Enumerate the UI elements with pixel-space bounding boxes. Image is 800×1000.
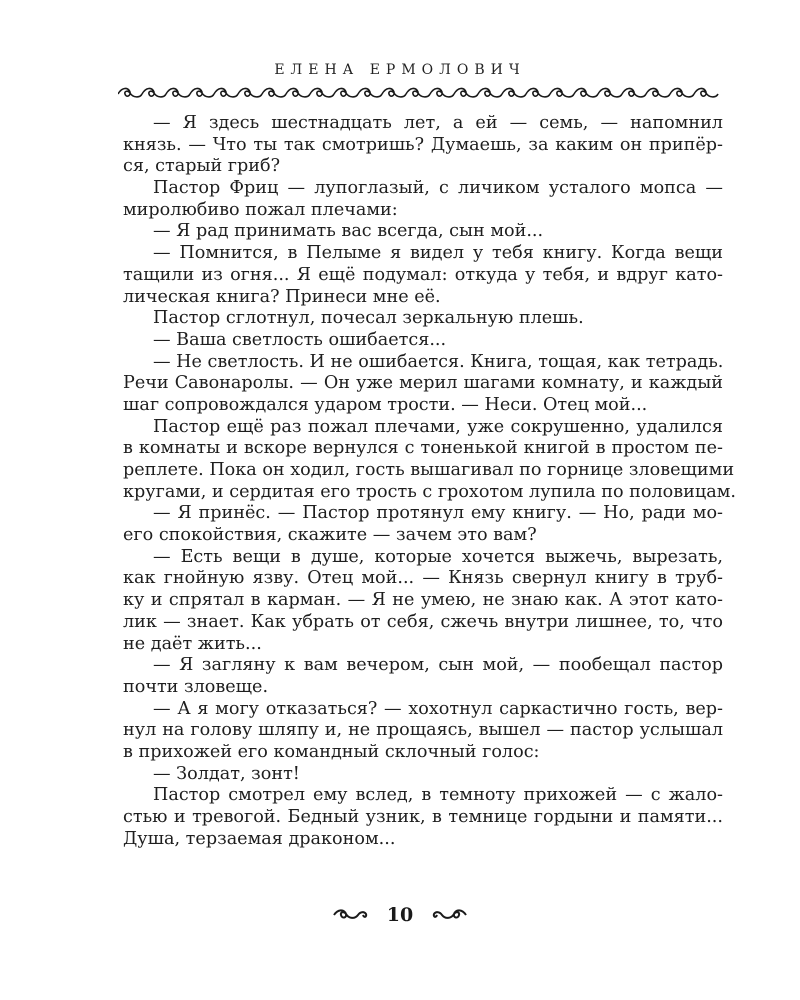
paragraph-first-line: — Ваша светлость ошибается... bbox=[153, 329, 447, 350]
paragraph-line: нул на голову шляпу и, не прощаясь, вышел — пастор услышал bbox=[123, 720, 723, 741]
ornament-scrolls bbox=[118, 88, 718, 96]
paragraph-first-line: — Есть вещи в душе, которые хочется выжечь, вырезать, bbox=[153, 546, 723, 567]
paragraph-line: кругами, и сердитая его трость с грохотом лупила по половицам. bbox=[123, 481, 736, 502]
paragraph-first-line: — Не светлость. И не ошибается. Книга, тощая, как тетрадь. bbox=[153, 351, 724, 372]
paragraph-line: в комнаты и вскоре вернулся с тоненькой книгой в простом пе- bbox=[123, 438, 723, 459]
paragraph-first-line: — Я рад принимать вас всегда, сын мой... bbox=[153, 221, 544, 242]
paragraph-first-line: — А я могу отказаться? — хохотнул саркастично гость, вер- bbox=[153, 698, 723, 719]
page-folio bbox=[0, 903, 800, 926]
paragraph-line: реплете. Пока он ходил, гость вышагивал по горнице зловещими bbox=[123, 460, 735, 480]
paragraph-line: лик — знает. Как убрать от себя, сжечь внутри лишнее, то, что bbox=[123, 611, 723, 632]
paragraph-first-line: — Я здесь шестнадцать лет, а ей — семь, — напомнил bbox=[153, 113, 723, 133]
running-head-author: ЕЛЕНА ЕРМОЛОВИЧ bbox=[274, 62, 526, 78]
paragraph-line: не даёт жить... bbox=[123, 633, 262, 654]
paragraph-line: его спокойствия, скажите — зачем это вам? bbox=[123, 525, 537, 546]
paragraph-line: Душа, терзаемая драконом... bbox=[123, 828, 396, 849]
paragraph-line: тащили из огня... Я ещё подумал: откуда у тебя, и вдруг като- bbox=[123, 264, 723, 285]
paragraph-first-line: — Я принёс. — Пастор протянул ему книгу. — Но, ради мо- bbox=[153, 503, 723, 524]
paragraph-first-line: — Помнится, в Пелыме я видел у тебя книгу. Когда вещи bbox=[153, 243, 723, 264]
paragraph-line: князь. — Что ты так смотришь? Думаешь, за каким он припёр- bbox=[123, 134, 723, 155]
folio-flourish-left-icon bbox=[332, 908, 372, 922]
paragraph-line: стью и тревогой. Бедный узник, в темнице гордыни и памяти... bbox=[123, 807, 723, 827]
paragraph-line: почти зловеще. bbox=[123, 676, 269, 697]
paragraph-line: как гнойную язву. Отец мой... — Князь свернул книгу в труб- bbox=[123, 568, 723, 589]
paragraph-line: лическая книга? Принеси мне её. bbox=[123, 286, 441, 307]
body-text bbox=[123, 113, 736, 850]
paragraph-first-line: Пастор сглотнул, почесал зеркальную плешь. bbox=[153, 308, 584, 329]
paragraph-first-line: Пастор ещё раз пожал плечами, уже сокрушенно, удалился bbox=[153, 416, 723, 437]
paragraph-line: миролюбиво пожал плечами: bbox=[123, 199, 398, 220]
ornamental-rule bbox=[118, 86, 722, 102]
paragraph-first-line: Пастор смотрел ему вслед, в темноту прихожей — с жало- bbox=[153, 785, 723, 806]
paragraph-line: ся, старый гриб? bbox=[123, 156, 281, 177]
folio-flourish-right-icon bbox=[428, 908, 468, 922]
paragraph-line: в прихожей его командный склочный голос: bbox=[123, 741, 540, 762]
paragraph-first-line: Пастор Фриц — лупоглазый, с личиком усталого мопса — bbox=[153, 178, 723, 199]
paragraph-line: ку и спрятал в карман. — Я не умею, не знаю как. А этот като- bbox=[123, 590, 723, 611]
paragraph-line: шаг сопровождался ударом трости. — Неси. Отец мой... bbox=[123, 394, 648, 415]
page-number: 10 bbox=[386, 904, 414, 926]
paragraph-first-line: — Золдат, зонт! bbox=[153, 763, 300, 784]
paragraph-line: Речи Савонаролы. — Он уже мерил шагами комнату, и каждый bbox=[123, 373, 723, 394]
paragraph-first-line: — Я загляну к вам вечером, сын мой, — пообещал пастор bbox=[153, 655, 723, 676]
